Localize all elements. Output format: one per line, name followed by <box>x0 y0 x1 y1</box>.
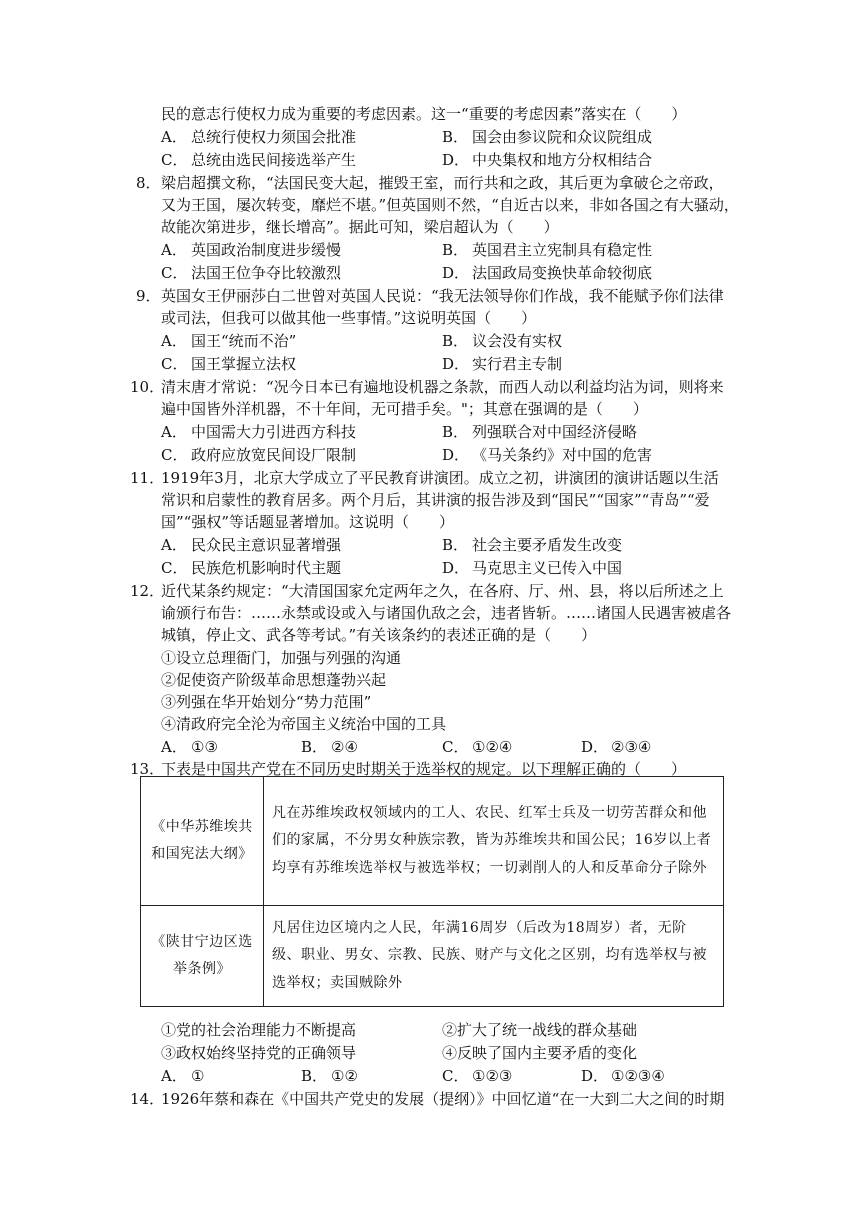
q8-number: 8． <box>136 174 161 192</box>
q8-option-a[interactable] <box>161 239 341 261</box>
q11-option-c[interactable] <box>161 557 341 579</box>
q13-item-1: ①党的社会治理能力不断提高 <box>161 1021 357 1039</box>
option-label: A． <box>161 1067 187 1085</box>
q8-stem-line-1: 梁启超撰文称，“法国民变大起，摧毁王室，而行共和之政，其后更为拿破仑之帝政， <box>161 174 724 192</box>
option-label: A． <box>161 241 187 259</box>
q11-option-a[interactable] <box>161 534 341 556</box>
option-label: D． <box>442 264 470 282</box>
q9-stem-line-1: 英国女王伊丽莎白二世曾对英国人民说：“我无法领导你们作战，我不能赋予你们法律 <box>161 287 724 305</box>
document-name-line: 《中华苏维埃共 <box>151 818 253 835</box>
q13-option-c[interactable] <box>442 1065 512 1087</box>
option-text: 国王“统而不治” <box>191 332 297 350</box>
option-label: A． <box>161 332 187 350</box>
q13-item-4: ④反映了国内主要矛盾的变化 <box>442 1044 638 1062</box>
q12-option-a[interactable] <box>161 736 218 758</box>
q11-number: 11． <box>130 469 165 487</box>
q12-item-2: ②促使资产阶级革命思想蓬勃兴起 <box>161 671 387 689</box>
q9-number: 9． <box>136 287 161 305</box>
option-label: B． <box>301 738 328 756</box>
q7-stem-tail: 民的意志行使权力成为重要的考虑因素。这一“重要的考虑因素”落实在（ ） <box>161 105 687 123</box>
option-text: ②④ <box>331 738 358 756</box>
q13-option-d[interactable] <box>581 1065 665 1087</box>
option-text: 英国政治制度进步缓慢 <box>191 241 342 259</box>
option-text: 法国政局变换快革命较彻底 <box>472 264 653 282</box>
q10-stem-line-2: 遍中国皆外洋机器，不十年间，无可措手矣。"；其意在强调的是（ ） <box>161 400 648 418</box>
option-text: 法国王位争夺比较激烈 <box>191 264 342 282</box>
option-text: 社会主要矛盾发生改变 <box>472 536 623 554</box>
option-label: D． <box>581 1067 609 1085</box>
option-label: A． <box>161 536 187 554</box>
option-label: C． <box>161 355 188 373</box>
q13-option-b[interactable] <box>301 1065 358 1087</box>
q12-stem-line-1: 近代某条约规定：“大清国国家允定两年之久，在各府、厅、州、县，将以后所述之上 <box>161 582 724 600</box>
option-label: B． <box>442 536 469 554</box>
q11-stem-line-3: 国”“强权”等话题显著增加。这说明（ ） <box>161 513 455 531</box>
option-text: 国王掌握立法权 <box>191 355 297 373</box>
option-text: ②③④ <box>611 738 652 756</box>
option-label: D． <box>442 355 470 373</box>
option-text: 列强联合对中国经济侵略 <box>472 423 638 441</box>
option-label: C． <box>161 559 188 577</box>
option-label: C． <box>442 1067 469 1085</box>
option-label: B． <box>442 332 469 350</box>
option-label: C． <box>161 446 188 464</box>
option-text: 中国需大力引进西方科技 <box>191 423 357 441</box>
option-label: B． <box>442 128 469 146</box>
q12-option-b[interactable] <box>301 736 358 758</box>
table-row <box>141 777 724 906</box>
option-text: 中央集权和地方分权相结合 <box>472 151 653 169</box>
q11-option-b[interactable] <box>442 534 622 556</box>
option-text: 总统由选民间接选举产生 <box>191 151 357 169</box>
option-label: D． <box>442 446 470 464</box>
option-text: 议会没有实权 <box>472 332 563 350</box>
option-text: 马克思主义已传入中国 <box>472 559 623 577</box>
option-label: A． <box>161 738 187 756</box>
q14-stem: 1926年蔡和森在《中国共产党史的发展（提纲）》中回忆道“在一大到二大之间的时期 <box>161 1090 725 1108</box>
q10-stem-line-1: 清末唐才常说：“况今日本已有遍地设机器之条款，而西人动以利益均沾为词，则将来 <box>161 378 724 396</box>
q12-stem-line-3: 城镇，停止文、武各等考试。”有关该条约的表述正确的是（ ） <box>161 626 597 644</box>
q9-option-d[interactable] <box>442 353 562 375</box>
q10-number: 10． <box>130 378 165 396</box>
q12-option-c[interactable] <box>442 736 512 758</box>
q12-stem-line-2: 谕颁行布告：……永禁或设或入与诸国仇敌之会，违者皆斩。……诸国人民遇害被虐各 <box>161 604 732 622</box>
table-cell-content: 凡居住边区境内之人民，年满16周岁（后改为18周岁）者，无阶级、职业、男女、宗教、民族、财产与文化之区别，均有选举权与被选举权；卖国贼除外 <box>264 906 724 1007</box>
q13-item-2: ②扩大了统一战线的群众基础 <box>442 1021 638 1039</box>
q12-item-4: ④清政府完全沦为帝国主义统治中国的工具 <box>161 715 447 733</box>
q10-option-d[interactable] <box>442 444 652 466</box>
option-text: 总统行使权力须国会批准 <box>191 128 357 146</box>
option-text: ①② <box>331 1067 358 1085</box>
table-cell-document-name <box>141 777 264 906</box>
q7-option-a[interactable] <box>161 126 356 148</box>
option-text: ①②④ <box>472 738 513 756</box>
q10-option-a[interactable] <box>161 421 356 443</box>
q12-number: 12． <box>130 582 165 600</box>
option-text: 国会由参议院和众议院组成 <box>472 128 653 146</box>
q8-option-b[interactable] <box>442 239 652 261</box>
q9-option-b[interactable] <box>442 330 562 352</box>
q8-option-d[interactable] <box>442 262 652 284</box>
option-text: 英国君主立宪制具有稳定性 <box>472 241 653 259</box>
table-cell-document-name <box>141 906 264 1007</box>
document-name-line: 举条例》 <box>173 961 231 977</box>
option-text: ① <box>191 1067 205 1085</box>
option-label: D． <box>442 151 470 169</box>
q10-option-b[interactable] <box>442 421 637 443</box>
option-label: B． <box>301 1067 328 1085</box>
q11-stem-line-1: 1919年3月，北京大学成立了平民教育讲演团。成立之初，讲演团的演讲话题以生活 <box>161 469 719 487</box>
option-text: 政府应放宽民间设厂限制 <box>191 446 357 464</box>
document-name-line: 《陕甘宁边区选 <box>151 933 253 950</box>
q14-number: 14． <box>130 1090 165 1108</box>
q12-item-3: ③列强在华开始划分“势力范围” <box>161 693 372 711</box>
option-label: C． <box>161 151 188 169</box>
q11-option-d[interactable] <box>442 557 622 579</box>
q13-number: 13． <box>130 760 165 778</box>
option-label: D． <box>581 738 609 756</box>
q10-option-c[interactable] <box>161 444 356 466</box>
option-label: C． <box>442 738 469 756</box>
q11-stem-line-2: 常识和启蒙性的教育居多。两个月后，其讲演的报告涉及到“国民”“国家”“青岛”“爱 <box>161 491 710 509</box>
q9-stem-line-2: 或司法，但我可以做其他一些事情。”这说明英国（ ） <box>161 309 537 327</box>
table-cell-content: 凡在苏维埃政权领域内的工人、农民、红军士兵及一切劳苦群众和他们的家属，不分男女种族宗教，皆为苏维埃共和国公民；16岁以上者均享有苏维埃选举权与被选举权；一切剥削人的人和反革命分子除外 <box>264 777 724 906</box>
option-label: D． <box>442 559 470 577</box>
q8-stem-line-2: 又为王国，屡次转变，靡烂不堪。”但英国则不然，“自近古以来，非如各国之有大骚动， <box>161 196 739 214</box>
document-name-line: 和国宪法大纲》 <box>151 846 253 862</box>
option-label: A． <box>161 128 187 146</box>
option-label: B． <box>442 423 469 441</box>
q7-option-d[interactable] <box>442 149 652 171</box>
q12-option-d[interactable] <box>581 736 651 758</box>
option-text: 民众民主意识显著增强 <box>191 536 342 554</box>
option-text: ①③ <box>191 738 218 756</box>
option-text: ①②③④ <box>611 1067 665 1085</box>
q13-stem: 下表是中国共产党在不同历史时期关于选举权的规定。以下理解正确的（ ） <box>161 760 687 778</box>
q7-option-c[interactable] <box>161 149 356 171</box>
q8-option-c[interactable] <box>161 262 341 284</box>
option-label: B． <box>442 241 469 259</box>
q7-option-b[interactable] <box>442 126 652 148</box>
option-text: 民族危机影响时代主题 <box>191 559 342 577</box>
option-label: C． <box>161 264 188 282</box>
option-label: A． <box>161 423 187 441</box>
q9-option-c[interactable] <box>161 353 296 375</box>
option-text: 实行君主专制 <box>472 355 563 373</box>
q13-item-3: ③政权始终坚持党的正确领导 <box>161 1044 357 1062</box>
option-text: 《马关条约》对中国的危害 <box>472 446 653 464</box>
q13-option-a[interactable] <box>161 1065 204 1087</box>
suffrage-table <box>140 776 724 1007</box>
q12-item-1: ①设立总理衙门，加强与列强的沟通 <box>161 649 402 667</box>
option-text: ①②③ <box>472 1067 513 1085</box>
table-row <box>141 906 724 1007</box>
q9-option-a[interactable] <box>161 330 296 352</box>
q8-stem-line-3: 故能次第进步，继长增高”。据此可知，梁启超认为（ ） <box>161 218 559 236</box>
